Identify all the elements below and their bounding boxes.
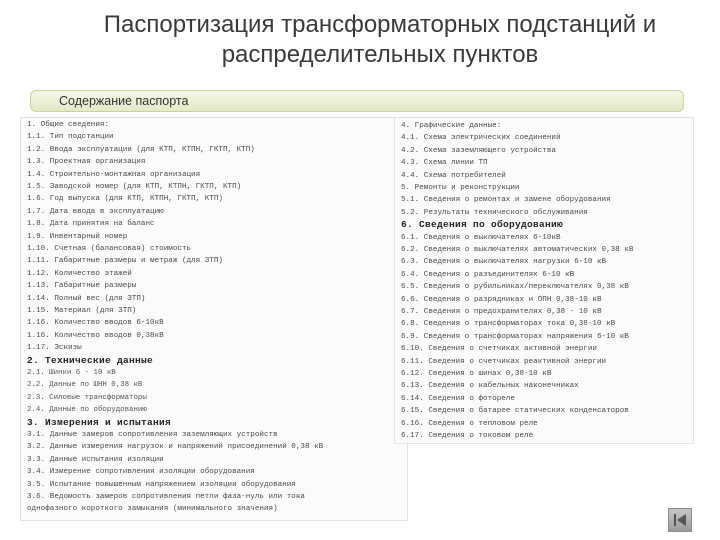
skip-back-icon <box>672 512 688 528</box>
section-band <box>30 90 684 112</box>
contents-line: 6.4. Сведения о разъединителях 6-10 кВ <box>401 270 575 279</box>
contents-line: 6. Сведения по оборудованию <box>401 219 564 231</box>
contents-line: 6.17. Сведения о токовом реле <box>401 432 534 440</box>
slide-nav-button[interactable] <box>668 508 692 532</box>
passport-contents-left-column <box>20 117 408 521</box>
contents-line: 1.12. Количество этажей <box>27 269 132 278</box>
contents-line: 6.13. Сведения о кабельных наконечниках <box>401 382 579 391</box>
contents-line: 4. Графические данные: <box>401 122 502 130</box>
contents-line: 3.2. Данные измерения нагрузок и напряжений присоединений 0,38 кВ <box>27 443 324 452</box>
contents-line: 6.10. Сведения о счетчиках активной энергии <box>401 345 597 354</box>
contents-line: 6.15. Сведения о батарее статических конденсаторов <box>401 407 629 416</box>
contents-line: 1.17. Эскизы <box>27 344 82 353</box>
contents-line: 6.16. Сведения о тепловом реле <box>401 419 538 428</box>
contents-line: 1.1. Тип подстанции <box>27 133 114 142</box>
contents-line: 5. Ремонты и реконструкции <box>401 184 520 192</box>
slide-title <box>40 10 720 70</box>
contents-line: 1.3. Проектная организация <box>27 158 146 167</box>
contents-line: 1.11. Габаритные размеры и метраж (для ЗТП) <box>27 257 223 266</box>
contents-line: 3.4. Измерение сопротивления изоляции оборудования <box>27 468 255 477</box>
contents-line: 3. Измерения и испытания <box>27 416 172 428</box>
contents-line: 6.3. Сведения о выключателях нагрузки 6-10 кВ <box>401 258 607 267</box>
contents-line: 1.6. Год выпуска (для КТП, КТПН, ГКТП, КТП) <box>27 195 223 204</box>
contents-line: 3.6. Ведомость замеров сопротивления петли фаза-нуль или тока <box>27 493 305 501</box>
contents-line: 4.4. Схема потребителей <box>401 171 506 180</box>
contents-line: 1.10. Счетная (балансовая) стоимость <box>27 245 192 253</box>
section-band-label: Содержание паспорта <box>59 94 189 108</box>
contents-line: 6.5. Сведения о рубильниках/переключателях 0,38 кВ <box>401 283 629 292</box>
contents-line: 2.2. Данные по ШНН 0,38 кВ <box>27 381 143 390</box>
contents-line: 3.1. Данные замеров сопротивления заземляющих устройств <box>27 431 278 439</box>
contents-line: 2.3. Силовые трансформаторы <box>27 393 147 402</box>
contents-line: 5.2. Результаты технического обслуживания <box>401 208 588 217</box>
contents-line: 4.3. Схема линии ТП <box>401 159 488 168</box>
contents-line: 6.7. Сведения о предохранителях 0,38 - 10 кВ <box>401 308 602 316</box>
slide-title-line1: Паспортизация трансформаторных подстанций и <box>103 11 657 38</box>
contents-line: 1.7. Дата ввода в эксплуатацию <box>27 207 164 216</box>
contents-line: 6.1. Сведения о выключателях 6-10кВ <box>401 233 561 242</box>
contents-line: однофазного короткого замыкания (минимального значения) <box>27 505 278 514</box>
contents-line: 6.14. Сведения о фотореле <box>401 394 515 403</box>
contents-line: 3.5. Испытание повышенным напряжением изоляции оборудования <box>27 480 296 489</box>
contents-line: 2. Технические данные <box>27 354 154 366</box>
contents-line: 1.16. Количество вводов 6-10кВ <box>27 319 164 328</box>
contents-line: 1.9. Инвентарный номер <box>27 232 128 241</box>
contents-line: 5.1. Сведения о ремонтах и замене оборудования <box>401 196 611 205</box>
contents-line: 1.15. Материал (для ЗТП) <box>27 307 137 315</box>
contents-line: 1. Общие сведения: <box>27 121 110 129</box>
contents-line: 1.13. Габаритные размеры <box>27 282 137 291</box>
contents-line: 1.16. Количество вводов 0,38кВ <box>27 331 164 340</box>
contents-line: 1.2. Ввода эксплуатации (для КТП, КТПН, ГКТП, КТП) <box>27 145 255 154</box>
contents-line: 1.5. Заводской номер (для КТП, КТПН, ГКТП, КТП) <box>27 183 242 191</box>
contents-line: 4.1. Схема электрических соединений <box>401 134 561 143</box>
contents-line: 6.12. Сведения о шинах 0,38-10 кВ <box>401 370 552 378</box>
contents-line: 2.1. Шинки 6 - 10 кВ <box>27 369 116 377</box>
contents-line: 2.4. Данные по оборудованию <box>27 406 147 415</box>
passport-contents-right-column <box>394 117 694 444</box>
contents-line: 6.11. Сведения о счетчиках реактивной энергии <box>401 357 607 366</box>
contents-line: 6.9. Сведения о трансформаторах напряжения 6-10 кВ <box>401 332 629 341</box>
contents-line: 1.4. Строительно-монтажная организация <box>27 170 201 179</box>
contents-line: 6.6. Сведения о разрядниках и ОПН 0,38-10 кВ <box>401 295 602 304</box>
contents-line: 6.2. Сведения о выключателях автоматических 0,38 кВ <box>401 246 634 254</box>
contents-line: 6.8. Сведения о трансформаторах тока 0,38-10 кВ <box>401 320 616 329</box>
contents-line: 4.2. Схема заземляющего устройства <box>401 146 556 155</box>
contents-line: 3.3. Данные испытания изоляции <box>27 455 164 464</box>
contents-line: 1.8. Дата принятия на баланс <box>27 220 155 229</box>
slide-title-line2: распределительных пунктов <box>221 41 539 68</box>
contents-line: 1.14. Полный вес (для ЗТП) <box>27 294 146 303</box>
